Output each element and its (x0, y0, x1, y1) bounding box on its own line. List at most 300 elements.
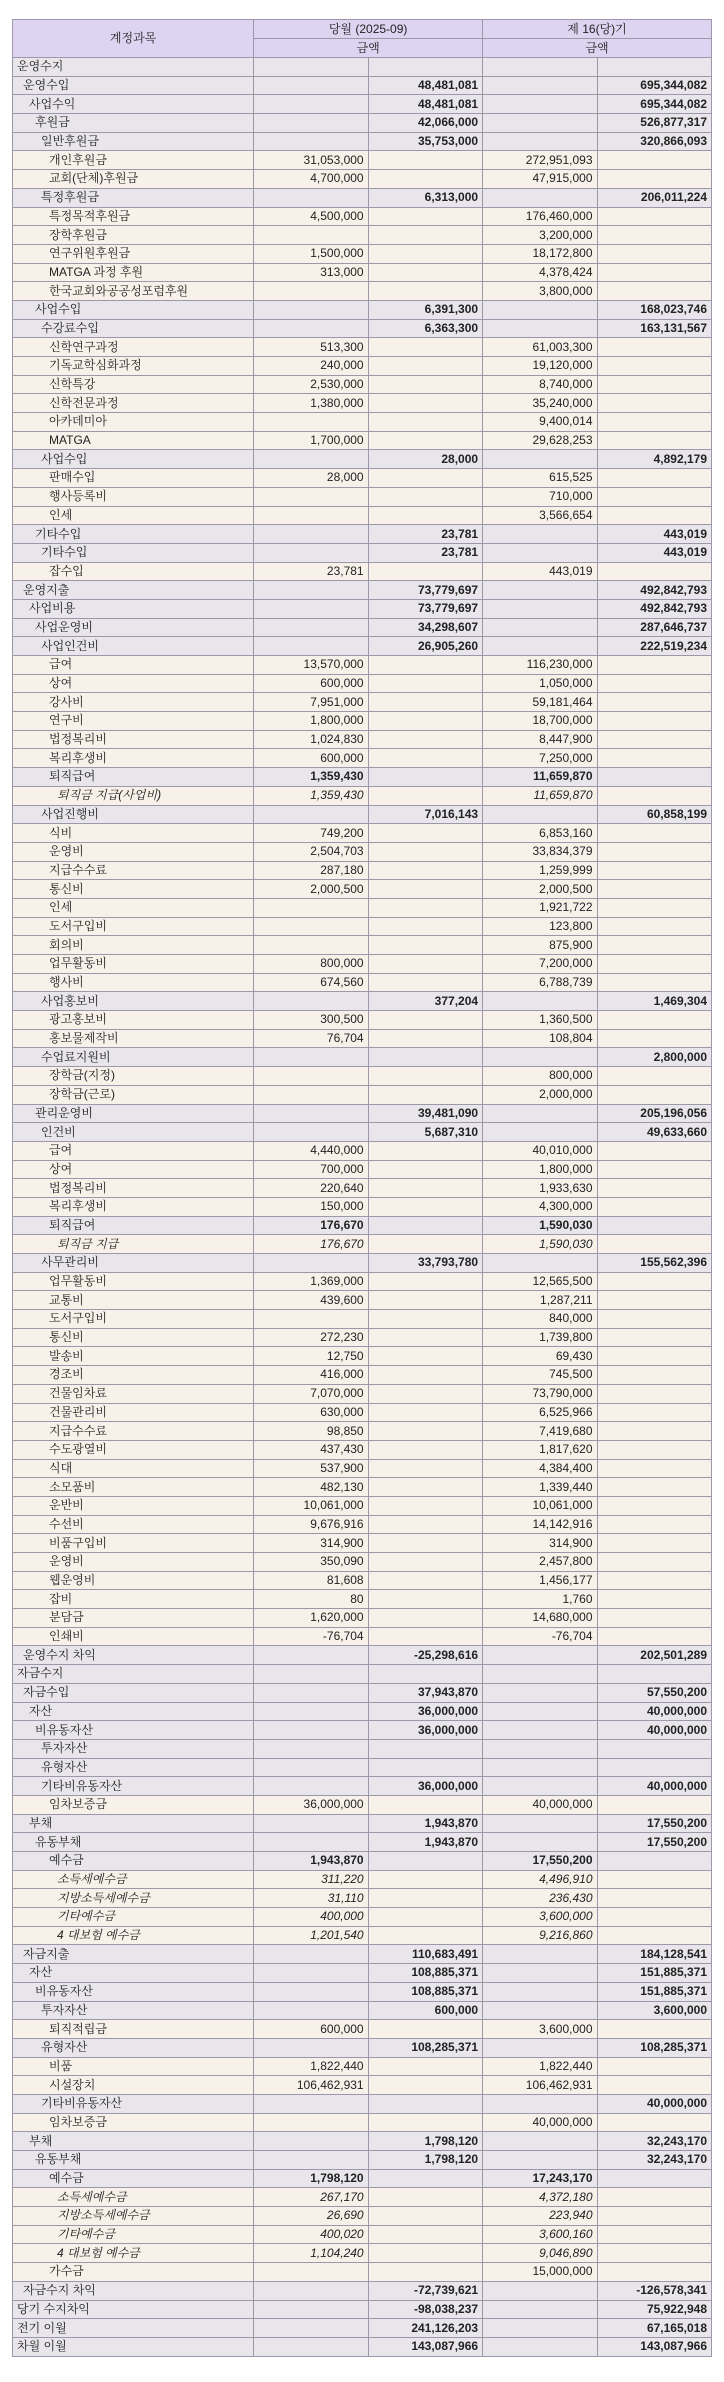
month-total-amount: 1,943,870 (368, 1814, 482, 1833)
month-total-amount: 241,126,203 (368, 2319, 482, 2338)
month-detail-amount (254, 1721, 368, 1740)
month-total-amount (368, 1197, 482, 1216)
table-row (13, 637, 712, 656)
period-total-amount (597, 357, 711, 376)
month-total-amount: 23,781 (368, 525, 482, 544)
period-total-amount (597, 58, 711, 77)
account-name: 통신비 (13, 880, 254, 899)
month-detail-amount (254, 2113, 368, 2132)
month-detail-amount (254, 58, 368, 77)
period-total-amount (597, 1908, 711, 1927)
month-detail-amount: 1,369,000 (254, 1272, 368, 1291)
period-total-amount: 40,000,000 (597, 1702, 711, 1721)
table-row (13, 95, 712, 114)
period-detail-amount (483, 637, 597, 656)
month-total-amount (368, 1908, 482, 1927)
table-row (13, 1254, 712, 1273)
account-name: 인건비 (13, 1123, 254, 1142)
table-row (13, 1328, 712, 1347)
period-total-amount (597, 674, 711, 693)
period-total-amount: 32,243,170 (597, 2132, 711, 2151)
period-detail-amount: 12,565,500 (483, 1272, 597, 1291)
table-row (13, 263, 712, 282)
month-detail-amount: 176,670 (254, 1235, 368, 1254)
period-detail-amount: 40,010,000 (483, 1141, 597, 1160)
month-total-amount (368, 58, 482, 77)
account-name: 퇴직급여 (13, 768, 254, 787)
month-detail-amount (254, 226, 368, 245)
month-detail-amount: 600,000 (254, 674, 368, 693)
period-total-amount: 184,128,541 (597, 1945, 711, 1964)
month-detail-amount: 26,690 (254, 2207, 368, 2226)
table-row (13, 936, 712, 955)
period-total-amount: 695,344,082 (597, 95, 711, 114)
period-detail-amount: 7,250,000 (483, 749, 597, 768)
period-total-amount (597, 1160, 711, 1179)
month-detail-amount: 1,620,000 (254, 1609, 368, 1628)
period-detail-amount: 1,800,000 (483, 1160, 597, 1179)
month-total-amount: 143,087,966 (368, 2337, 482, 2356)
account-name: 자산 (13, 1702, 254, 1721)
account-name: 수도광열비 (13, 1440, 254, 1459)
period-detail-amount (483, 1982, 597, 2001)
table-row (13, 898, 712, 917)
table-row (13, 768, 712, 787)
account-name: 자금수입 (13, 1683, 254, 1702)
period-detail-amount (483, 1945, 597, 1964)
month-total-amount (368, 842, 482, 861)
table-row (13, 450, 712, 469)
period-total-amount (597, 2207, 711, 2226)
period-detail-amount: 40,000,000 (483, 2113, 597, 2132)
month-total-amount: 36,000,000 (368, 1777, 482, 1796)
period-detail-amount: 7,200,000 (483, 955, 597, 974)
account-name: 상여 (13, 1160, 254, 1179)
account-name: 기독교학심화과정 (13, 357, 254, 376)
table-row (13, 2188, 712, 2207)
month-detail-amount (254, 1085, 368, 1104)
period-detail-amount: 123,800 (483, 917, 597, 936)
period-total-amount (597, 898, 711, 917)
period-detail-amount (483, 2151, 597, 2170)
table-row (13, 132, 712, 151)
period-total-amount (597, 824, 711, 843)
period-detail-amount: 35,240,000 (483, 394, 597, 413)
period-total-amount: 67,165,018 (597, 2319, 711, 2338)
account-name: 사업진행비 (13, 805, 254, 824)
month-total-amount (368, 730, 482, 749)
month-total-amount (368, 1889, 482, 1908)
period-detail-amount: 1,817,620 (483, 1440, 597, 1459)
month-detail-amount: 2,530,000 (254, 375, 368, 394)
period-detail-amount: 14,142,916 (483, 1515, 597, 1534)
period-detail-amount (483, 1048, 597, 1067)
month-detail-amount (254, 599, 368, 618)
account-name: 지급수수료 (13, 861, 254, 880)
period-detail-amount: 3,600,160 (483, 2225, 597, 2244)
month-total-amount (368, 674, 482, 693)
period-total-amount (597, 786, 711, 805)
month-total-amount: 34,298,607 (368, 618, 482, 637)
table-row (13, 1478, 712, 1497)
month-total-amount: 48,481,081 (368, 95, 482, 114)
account-name: 사업비용 (13, 599, 254, 618)
month-total-amount (368, 2188, 482, 2207)
month-total-amount (368, 2113, 482, 2132)
period-detail-amount (483, 1646, 597, 1665)
month-detail-amount (254, 805, 368, 824)
month-total-amount (368, 1440, 482, 1459)
period-total-amount (597, 2020, 711, 2039)
period-detail-amount: 47,915,000 (483, 170, 597, 189)
month-total-amount (368, 1758, 482, 1777)
month-detail-amount: 1,800,000 (254, 712, 368, 731)
month-total-amount (368, 2207, 482, 2226)
period-detail-amount (483, 2319, 597, 2338)
period-total-amount: 2,800,000 (597, 1048, 711, 1067)
period-total-amount (597, 1328, 711, 1347)
month-total-amount (368, 1403, 482, 1422)
table-row (13, 1067, 712, 1086)
account-name: 소득세예수금 (13, 2188, 254, 2207)
month-detail-amount (254, 1104, 368, 1123)
month-detail-amount (254, 1310, 368, 1329)
period-detail-amount: 15,000,000 (483, 2263, 597, 2282)
month-detail-amount: 98,850 (254, 1422, 368, 1441)
account-name: 운영비 (13, 1553, 254, 1572)
table-row (13, 2132, 712, 2151)
month-detail-amount: 537,900 (254, 1459, 368, 1478)
account-name: 수선비 (13, 1515, 254, 1534)
period-total-amount (597, 1478, 711, 1497)
period-amount-header: 금액 (483, 39, 712, 58)
period-detail-amount: 3,600,000 (483, 2020, 597, 2039)
table-row (13, 188, 712, 207)
account-name: 전기 이월 (13, 2319, 254, 2338)
period-total-amount: 57,550,200 (597, 1683, 711, 1702)
account-name: 신학특강 (13, 375, 254, 394)
account-name: 운영수지 차익 (13, 1646, 254, 1665)
account-name: 가수금 (13, 2263, 254, 2282)
account-name: 잡수입 (13, 562, 254, 581)
period-total-amount: 1,469,304 (597, 992, 711, 1011)
period-total-amount: 526,877,317 (597, 114, 711, 133)
period-total-amount: 287,646,737 (597, 618, 711, 637)
month-total-amount (368, 1926, 482, 1945)
period-total-amount (597, 1347, 711, 1366)
table-row (13, 1795, 712, 1814)
month-total-amount (368, 1478, 482, 1497)
month-detail-amount: 513,300 (254, 338, 368, 357)
period-detail-amount: 14,680,000 (483, 1609, 597, 1628)
period-total-amount (597, 1665, 711, 1684)
period-detail-amount: 3,600,000 (483, 1908, 597, 1927)
month-detail-amount: 10,061,000 (254, 1496, 368, 1515)
period-detail-amount: 9,216,860 (483, 1926, 597, 1945)
period-total-amount (597, 2057, 711, 2076)
month-total-amount (368, 1665, 482, 1684)
period-total-amount (597, 1141, 711, 1160)
account-name: 교통비 (13, 1291, 254, 1310)
month-total-amount: 377,204 (368, 992, 482, 1011)
month-detail-amount (254, 992, 368, 1011)
period-detail-amount: 4,384,400 (483, 1459, 597, 1478)
account-name: 자산 (13, 1964, 254, 1983)
period-detail-amount: 40,000,000 (483, 1795, 597, 1814)
month-detail-amount: 1,700,000 (254, 431, 368, 450)
period-detail-amount: 108,804 (483, 1029, 597, 1048)
period-detail-amount: 272,951,093 (483, 151, 597, 170)
account-name: 기타수입 (13, 543, 254, 562)
period-total-amount (597, 1384, 711, 1403)
period-total-amount (597, 562, 711, 581)
period-detail-amount (483, 543, 597, 562)
month-detail-amount: 287,180 (254, 861, 368, 880)
month-total-amount: 35,753,000 (368, 132, 482, 151)
month-detail-amount (254, 1683, 368, 1702)
period-detail-amount: 1,933,630 (483, 1179, 597, 1198)
table-row (13, 394, 712, 413)
account-name: 퇴직급여 (13, 1216, 254, 1235)
period-total-amount (597, 207, 711, 226)
period-total-amount (597, 2244, 711, 2263)
table-row (13, 712, 712, 731)
period-detail-amount: 1,259,999 (483, 861, 597, 880)
period-total-amount: 443,019 (597, 543, 711, 562)
period-total-amount: 155,562,396 (597, 1254, 711, 1273)
month-detail-amount (254, 618, 368, 637)
account-name: 일반후원금 (13, 132, 254, 151)
period-total-amount: 222,519,234 (597, 637, 711, 656)
month-detail-amount: -76,704 (254, 1627, 368, 1646)
table-row (13, 244, 712, 263)
table-row (13, 581, 712, 600)
table-row (13, 693, 712, 712)
table-row (13, 955, 712, 974)
period-detail-amount: 4,378,424 (483, 263, 597, 282)
table-row (13, 1833, 712, 1852)
month-detail-amount: 272,230 (254, 1328, 368, 1347)
period-total-amount (597, 282, 711, 301)
account-name: 특정목적후원금 (13, 207, 254, 226)
table-row (13, 1646, 712, 1665)
period-detail-amount: 2,457,800 (483, 1553, 597, 1572)
period-total-amount (597, 487, 711, 506)
period-total-amount: 40,000,000 (597, 1721, 711, 1740)
account-name: 지급수수료 (13, 1422, 254, 1441)
table-row (13, 1197, 712, 1216)
account-name: 자금수지 차익 (13, 2281, 254, 2300)
period-total-amount (597, 1011, 711, 1030)
period-total-amount (597, 768, 711, 787)
table-row (13, 1926, 712, 1945)
account-name: 사업인건비 (13, 637, 254, 656)
account-name: 사업수입 (13, 450, 254, 469)
period-detail-amount: 443,019 (483, 562, 597, 581)
account-name: 사업홍보비 (13, 992, 254, 1011)
month-total-amount (368, 1029, 482, 1048)
month-detail-amount: 36,000,000 (254, 1795, 368, 1814)
month-detail-amount: 1,943,870 (254, 1852, 368, 1871)
account-name: 후원금 (13, 114, 254, 133)
period-detail-amount: 710,000 (483, 487, 597, 506)
period-total-amount (597, 656, 711, 675)
month-total-amount (368, 282, 482, 301)
period-total-amount: 492,842,793 (597, 581, 711, 600)
period-total-amount: 443,019 (597, 525, 711, 544)
month-detail-amount (254, 1814, 368, 1833)
month-total-amount (368, 1067, 482, 1086)
account-name: 식비 (13, 824, 254, 843)
table-row (13, 2094, 712, 2113)
month-detail-amount: 28,000 (254, 469, 368, 488)
month-total-amount: 1,943,870 (368, 1833, 482, 1852)
month-total-amount: 1,798,120 (368, 2132, 482, 2151)
account-name: 연구위원후원금 (13, 244, 254, 263)
period-total-amount (597, 1366, 711, 1385)
table-row (13, 1683, 712, 1702)
month-total-amount (368, 2057, 482, 2076)
account-name: 법정복리비 (13, 1179, 254, 1198)
month-total-amount (368, 170, 482, 189)
month-detail-amount: 1,359,430 (254, 786, 368, 805)
month-detail-amount: 437,430 (254, 1440, 368, 1459)
period-total-amount (597, 1197, 711, 1216)
account-name: 기타예수금 (13, 1908, 254, 1927)
period-detail-amount: 840,000 (483, 1310, 597, 1329)
month-detail-amount (254, 2281, 368, 2300)
month-detail-amount: 314,900 (254, 1534, 368, 1553)
account-name: 비품 (13, 2057, 254, 2076)
month-total-amount (368, 375, 482, 394)
account-name: 복리후생비 (13, 749, 254, 768)
month-total-amount (368, 431, 482, 450)
table-row (13, 1739, 712, 1758)
table-row (13, 207, 712, 226)
month-total-amount (368, 786, 482, 805)
month-detail-amount (254, 95, 368, 114)
month-detail-amount (254, 2038, 368, 2057)
period-total-amount: 32,243,170 (597, 2151, 711, 2170)
table-row (13, 487, 712, 506)
account-name: 신학연구과정 (13, 338, 254, 357)
table-row (13, 1235, 712, 1254)
period-total-amount (597, 2076, 711, 2095)
period-total-amount (597, 375, 711, 394)
month-total-amount (368, 749, 482, 768)
period-total-amount (597, 1235, 711, 1254)
month-detail-amount (254, 2319, 368, 2338)
account-name: 장학금(지정) (13, 1067, 254, 1086)
period-detail-amount (483, 1964, 597, 1983)
account-name: 운영비 (13, 842, 254, 861)
table-row (13, 543, 712, 562)
account-name: 건물관리비 (13, 1403, 254, 1422)
period-detail-amount: 9,046,890 (483, 2244, 597, 2263)
period-total-amount: 168,023,746 (597, 300, 711, 319)
account-name: 임차보증금 (13, 2113, 254, 2132)
month-detail-amount (254, 1758, 368, 1777)
month-detail-amount: 2,000,500 (254, 880, 368, 899)
period-total-amount (597, 1627, 711, 1646)
period-detail-amount: 116,230,000 (483, 656, 597, 675)
table-row (13, 730, 712, 749)
month-total-amount (368, 357, 482, 376)
month-detail-amount (254, 1048, 368, 1067)
month-detail-amount (254, 1945, 368, 1964)
month-total-amount (368, 413, 482, 432)
month-total-amount (368, 1160, 482, 1179)
month-total-amount: 108,885,371 (368, 1964, 482, 1983)
month-total-amount (368, 1515, 482, 1534)
month-total-amount (368, 1627, 482, 1646)
table-row (13, 1758, 712, 1777)
period-total-amount (597, 1216, 711, 1235)
account-name: 통신비 (13, 1328, 254, 1347)
month-detail-amount: 267,170 (254, 2188, 368, 2207)
table-row (13, 1515, 712, 1534)
period-detail-amount: 2,000,000 (483, 1085, 597, 1104)
period-detail-amount: 17,243,170 (483, 2169, 597, 2188)
month-total-amount: 28,000 (368, 450, 482, 469)
table-row (13, 1085, 712, 1104)
month-total-amount (368, 917, 482, 936)
table-row (13, 1964, 712, 1983)
table-row (13, 917, 712, 936)
account-name: 웹운영비 (13, 1571, 254, 1590)
account-name: 비유동자산 (13, 1982, 254, 2001)
month-total-amount (368, 1272, 482, 1291)
month-total-amount (368, 1384, 482, 1403)
period-total-amount (597, 1534, 711, 1553)
table-row (13, 319, 712, 338)
table-row (13, 1553, 712, 1572)
account-name: 사업운영비 (13, 618, 254, 637)
account-name: 분담금 (13, 1609, 254, 1628)
month-detail-amount (254, 487, 368, 506)
month-total-amount (368, 1739, 482, 1758)
period-total-amount (597, 170, 711, 189)
period-detail-amount: 33,834,379 (483, 842, 597, 861)
month-total-amount (368, 2244, 482, 2263)
table-row (13, 1889, 712, 1908)
table-row (13, 992, 712, 1011)
period-total-amount: 49,633,660 (597, 1123, 711, 1142)
period-total-amount (597, 1795, 711, 1814)
period-detail-amount: 18,172,800 (483, 244, 597, 263)
account-name: 수강료수입 (13, 319, 254, 338)
period-detail-amount (483, 2132, 597, 2151)
month-total-amount: 600,000 (368, 2001, 482, 2020)
month-detail-amount: 600,000 (254, 2020, 368, 2039)
month-detail-amount: 311,220 (254, 1870, 368, 1889)
month-detail-amount: 7,951,000 (254, 693, 368, 712)
month-detail-amount: 439,600 (254, 1291, 368, 1310)
account-name: 장학후원금 (13, 226, 254, 245)
account-name: 비유동자산 (13, 1721, 254, 1740)
period-detail-amount (483, 1702, 597, 1721)
month-detail-amount: 176,670 (254, 1216, 368, 1235)
period-total-amount (597, 1739, 711, 1758)
period-detail-amount (483, 1777, 597, 1796)
account-name: MATGA (13, 431, 254, 450)
period-total-amount (597, 1515, 711, 1534)
month-total-amount: 1,798,120 (368, 2151, 482, 2170)
month-total-amount (368, 2094, 482, 2113)
month-detail-amount: 1,500,000 (254, 244, 368, 263)
month-total-amount (368, 880, 482, 899)
period-detail-amount: 1,360,500 (483, 1011, 597, 1030)
